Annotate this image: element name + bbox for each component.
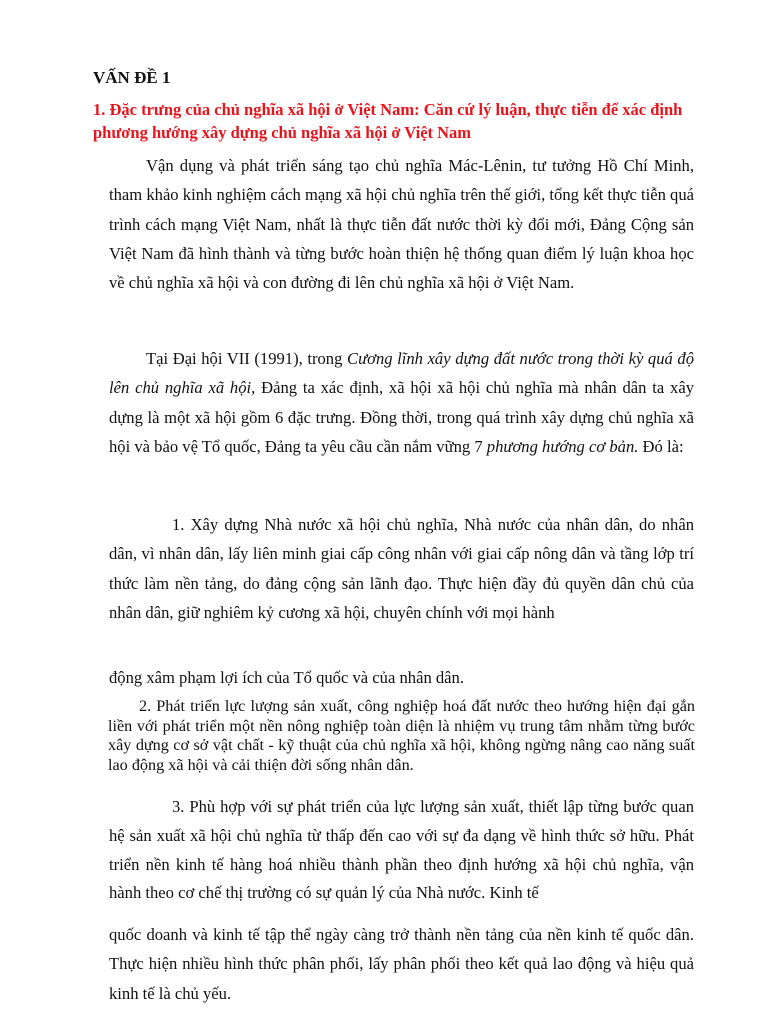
direction-item-3: 3. Phù hợp với sự phát triển của lực lượng sản xuất, thiết lập từng bước quan hệ sản xuất xã hội chủ nghĩa từ thấp đến cao với sự đa dạng về hình thức sở hữu. Phát triển nền kinh tế hàng hoá nhiều thành phần theo định hướng xã hội chủ nghĩa, vận hành theo cơ chế thị trường có sự quản lý của Nhà nước. Kinh tế [109,797,694,903]
paragraph-congress-text-a: Tại Đại hội VII (1991), trong [146,349,347,368]
direction-item-1: 1. Xây dựng Nhà nước xã hội chủ nghĩa, Nhà nước của nhân dân, do nhân dân, vì nhân dân, lấy liên minh giai cấp công nhân với giai cấp nông dân và tầng lớp trí thức làm nền tảng, do đảng cộng sản lãnh đạo. Thực hiện đầy đủ quyền dân chủ của nhân dân, giữ nghiêm kỷ cương xã hội, chuyên chính với mọi hành [109,515,694,622]
document-heading: VẤN ĐỀ 1 [93,68,171,87]
basic-directions: phương hướng cơ bản. [486,436,639,456]
paragraph-congress [109,344,694,461]
section-title: 1. Đặc trưng của chủ nghĩa xã hội ở Việt Nam: Căn cứ lý luận, thực tiễn để xác định phương hướng xây dựng chủ nghĩa xã hội ở Việt Nam [93,100,683,142]
paragraph-congress-text-b: , Đảng ta xác định, xã hội xã hội chủ nghĩa mà nhân dân ta xây dựng là một xã hội gồm 6 đặc trưng. Đồng thời, trong quá trình xây dựng chủ nghĩa xã hội và bảo vệ Tổ quốc, Đảng ta yêu cầu cần nắm vững 7 [109,378,694,456]
paragraph-intro: Vận dụng và phát triển sáng tạo chủ nghĩa Mác-Lênin, tư tưởng Hồ Chí Minh, tham khảo kinh nghiệm cách mạng xã hội chủ nghĩa trên thế giới, tổng kết thực tiễn quá trình cách mạng Việt Nam, nhất là thực tiễn đất nước thời kỳ đổi mới, Đảng Cộng sản Việt Nam đã hình thành và từng bước hoàn thiện hệ thống quan điểm lý luận khoa học về chủ nghĩa xã hội và con đường đi lên chủ nghĩa xã hội ở Việt Nam. [109,156,694,293]
platform-title: Cương lĩnh xây dựng đất nước trong thời kỳ quá độ lên chủ nghĩa xã hội [109,349,694,398]
paragraph-congress-text-c: Đó là: [638,436,684,456]
direction-item-2: 2. Phát triển lực lượng sản xuất, công nghiệp hoá đất nước theo hướng hiện đại gắn liền với phát triển một nền nông nghiệp toàn diện là nhiệm vụ trung tâm nhằm từng bước xây dựng cơ sở vật chất - kỹ thuật của chủ nghĩa xã hội, không ngừng nâng cao năng suất lao động xã hội và cải thiện đời sống nhân dân. [108,697,695,774]
direction-item-3-continued: quốc doanh và kinh tế tập thể ngày càng trở thành nền tảng của nền kinh tế quốc dân. Thực hiện nhiều hình thức phân phối, lấy phân phối theo kết quả lao động và hiệu quả kinh tế là chủ yếu. [109,925,694,1003]
direction-item-1-continued: động xâm phạm lợi ích của Tổ quốc và của nhân dân. [109,668,464,687]
